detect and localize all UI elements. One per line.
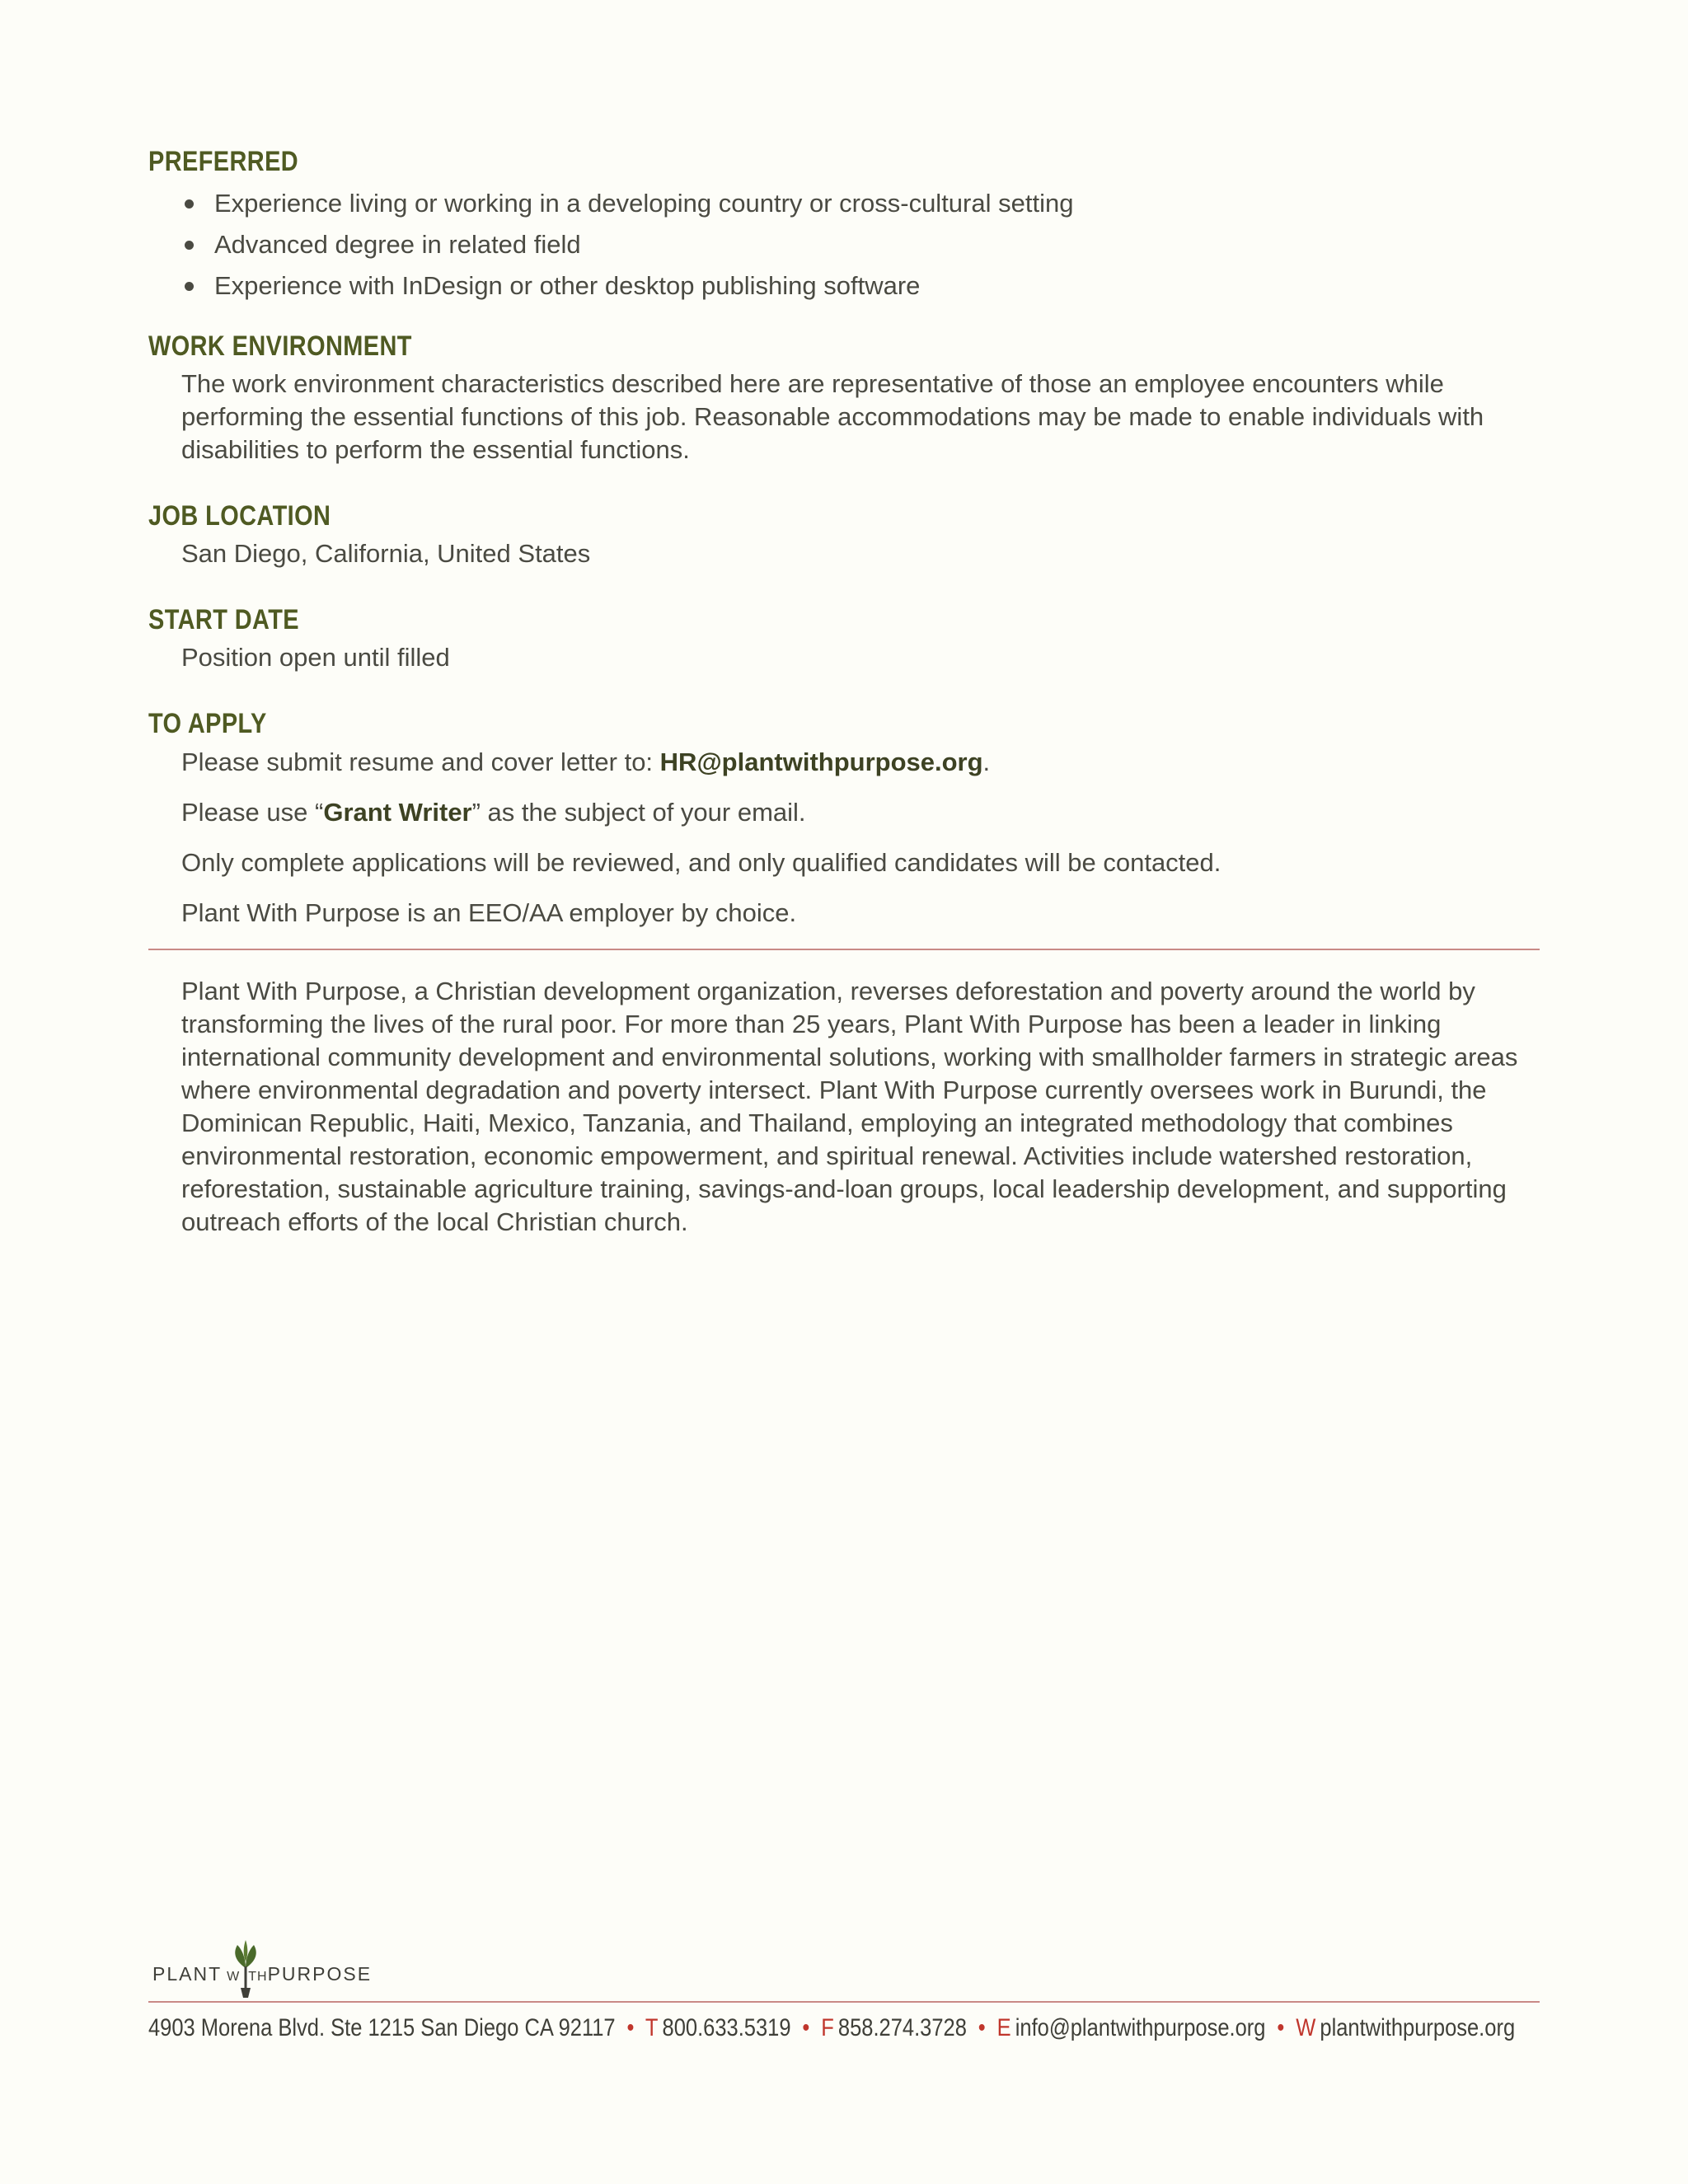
bullet-icon	[185, 199, 194, 209]
document-page	[148, 140, 1540, 1239]
start-date-text: Position open until filled	[181, 643, 450, 672]
list-item: Experience with InDesign or other desktop publishing software	[181, 265, 1540, 307]
street-address: 4903 Morena Blvd. Ste 1215 San Diego CA 92117	[148, 2014, 616, 2041]
to-apply-heading: TO APPLY	[148, 708, 267, 739]
website-label: W	[1296, 2014, 1316, 2041]
phone-number[interactable]: 800.633.5319	[662, 2014, 791, 2041]
work-environment-section	[148, 325, 1540, 466]
section-divider	[148, 949, 1540, 950]
preferred-list	[148, 183, 1540, 307]
apply-subject-note: Please use “Grant Writer” as the subject of your email.	[181, 798, 806, 827]
separator-dot: •	[1277, 2014, 1285, 2041]
preferred-section	[148, 140, 1540, 307]
info-email-link[interactable]: info@plantwithpurpose.org	[1015, 2014, 1266, 2041]
email-label: E	[996, 2014, 1011, 2041]
logo-wordmark: PLANT W THPURPOSE	[152, 1963, 373, 1985]
eeo-statement: Plant With Purpose is an EEO/AA employer by choice.	[181, 898, 797, 927]
preferred-heading: PREFERRED	[148, 146, 299, 177]
work-environment-text: The work environment characteristics described here are representative of those an employee encounters while performing the essential functions of this job. Reasonable accommodations may be made to enable individuals with disabilities to perform the essential functions.	[181, 369, 1484, 464]
list-item: Advanced degree in related field	[181, 224, 1540, 265]
job-location-section	[148, 494, 1540, 570]
apply-instruction: Please submit resume and cover letter to: HR@plantwithpurpose.org.	[181, 748, 991, 776]
separator-dot: •	[978, 2014, 986, 2041]
email-subject: Grant Writer	[323, 798, 472, 827]
fax-label: F	[821, 2014, 834, 2041]
separator-dot: •	[802, 2014, 810, 2041]
plant-with-purpose-logo	[148, 1945, 1540, 1991]
job-location-text: San Diego, California, United States	[181, 539, 591, 568]
phone-label: T	[645, 2014, 659, 2041]
work-environment-heading: WORK ENVIRONMENT	[148, 330, 412, 362]
hr-email-link[interactable]: HR@plantwithpurpose.org	[659, 748, 983, 776]
about-paragraph: Plant With Purpose, a Christian development organization, reverses deforestation and poverty around the world by transforming the lives of the rural poor. For more than 25 years, Plant With Purpose has been a leader in linking international community development and environmental solutions, working with smallholder farmers in strategic areas where environmental degradation and poverty intersect. Plant With Purpose currently oversees work in Burundi, the Dominican Republic, Haiti, Mexico, Tanzania, and Thailand, employing an integrated methodology that combines environmental restoration, economic empowerment, and spiritual renewal. Activities include watershed restoration, reforestation, sustainable agriculture training, savings-and-loan groups, local leadership development, and supporting outreach efforts of the local Christian church.	[181, 977, 1518, 1236]
job-location-heading: JOB LOCATION	[148, 500, 331, 532]
bullet-icon	[185, 241, 194, 250]
contact-line	[148, 2014, 1516, 2042]
separator-dot: •	[626, 2014, 635, 2041]
to-apply-section	[148, 702, 1540, 930]
footer-divider	[148, 2001, 1540, 2003]
website-link[interactable]: plantwithpurpose.org	[1320, 2014, 1516, 2041]
start-date-heading: START DATE	[148, 604, 299, 635]
start-date-section	[148, 598, 1540, 674]
list-item: Experience living or working in a developing country or cross-cultural setting	[181, 183, 1540, 224]
apply-review-note: Only complete applications will be reviewed, and only qualified candidates will be contacted.	[181, 848, 1221, 877]
bullet-icon	[185, 282, 194, 291]
fax-number: 858.274.3728	[837, 2014, 967, 2041]
footer	[148, 1945, 1540, 2042]
